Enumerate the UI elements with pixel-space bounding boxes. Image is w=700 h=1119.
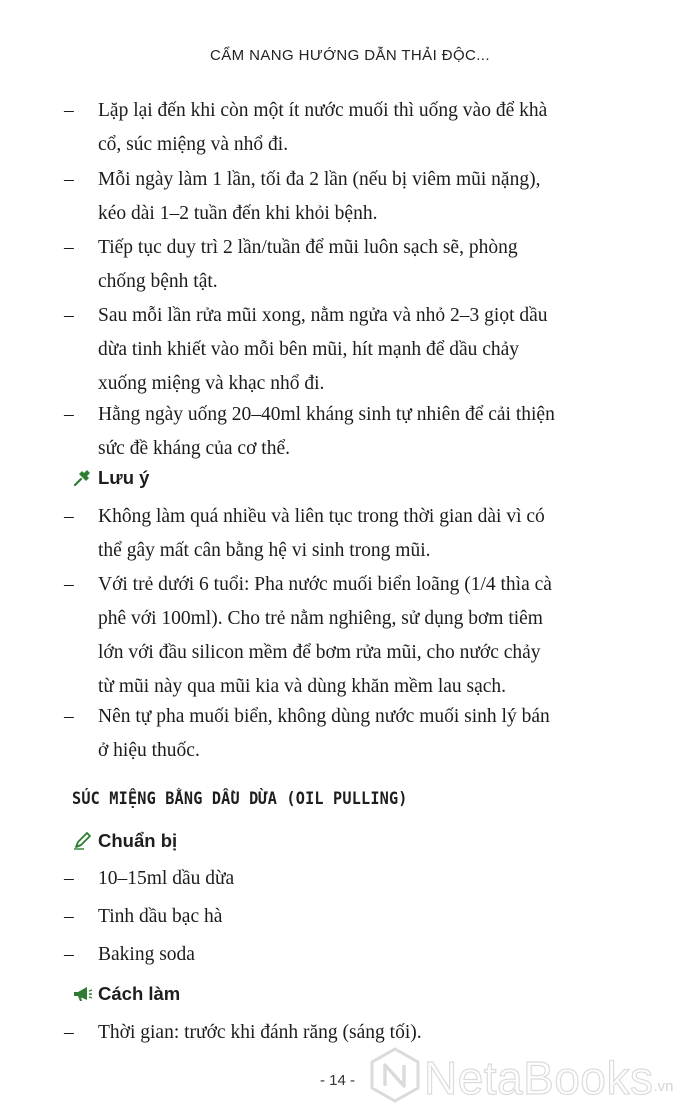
list-item-line: Lặp lại đến khi còn một ít nước muối thì uống vào để khà xyxy=(98,100,548,121)
note-heading-label: Lưu ý xyxy=(98,467,150,488)
list-item-line: dừa tinh khiết vào mỗi bên mũi, hít mạnh để dầu chảy xyxy=(98,339,520,360)
list-item-line: thể gây mất cân bằng hệ vi sinh trong mũi. xyxy=(98,540,431,561)
list-item xyxy=(64,94,658,162)
list-item-line: xuống miệng và khạc nhổ đi. xyxy=(98,373,325,394)
list-item xyxy=(64,862,658,896)
list-item-line: sức đề kháng của cơ thể. xyxy=(98,438,290,459)
netabooks-logo-icon xyxy=(366,1046,424,1109)
list-item-line: phê với 100ml). Cho trẻ nằm nghiêng, sử dụng bơm tiêm xyxy=(98,608,543,629)
list-item xyxy=(64,900,658,934)
list-item-line: 10–15ml dầu dừa xyxy=(98,868,235,889)
dash-bullet: – xyxy=(64,237,74,258)
list-item xyxy=(64,1016,658,1050)
dash-bullet: – xyxy=(64,906,74,927)
list-item-line: Với trẻ dưới 6 tuổi: Pha nước muối biển loãng (1/4 thìa cà xyxy=(98,574,552,595)
list-item-line: lớn với đầu silicon mềm để bơm rửa mũi, cho nước chảy xyxy=(98,642,541,663)
list-item xyxy=(64,231,658,299)
section-title: SÚC MIỆNG BẰNG DẦU DỪA (OIL PULLING) xyxy=(72,789,408,808)
prepare-heading-label: Chuẩn bị xyxy=(98,830,178,851)
list-item xyxy=(64,700,658,768)
note-heading xyxy=(72,464,149,492)
list-item xyxy=(64,500,658,568)
list-item-line: Tiếp tục duy trì 2 lần/tuần để mũi luôn sạch sẽ, phòng xyxy=(98,237,518,258)
list-item-line: Tinh dầu bạc hà xyxy=(98,906,223,927)
list-item-line: Sau mỗi lần rửa mũi xong, nằm ngửa và nhỏ 2–3 giọt dầu xyxy=(98,305,548,326)
pin-icon xyxy=(72,468,94,488)
dash-bullet: – xyxy=(64,404,74,425)
dash-bullet: – xyxy=(64,305,74,326)
list-item-line: Hằng ngày uống 20–40ml kháng sinh tự nhiên để cải thiện xyxy=(98,404,555,425)
list-item xyxy=(64,398,658,466)
list-item xyxy=(64,938,658,972)
dash-bullet: – xyxy=(64,868,74,889)
method-heading xyxy=(72,980,180,1008)
watermark-suffix: .vn xyxy=(653,1078,674,1095)
watermark xyxy=(366,1046,674,1109)
list-item-line: từ mũi này qua mũi kia và dùng khăn mềm lau sạch. xyxy=(98,676,507,697)
list-item xyxy=(64,163,658,231)
list-item-line: Thời gian: trước khi đánh răng (sáng tối). xyxy=(98,1022,422,1043)
list-item-line: Mỗi ngày làm 1 lần, tối đa 2 lần (nếu bị viêm mũi nặng), xyxy=(98,169,541,190)
list-item-line: kéo dài 1–2 tuần đến khi khỏi bệnh. xyxy=(98,203,378,224)
page-number: - 14 - xyxy=(320,1072,356,1089)
dash-bullet: – xyxy=(64,169,74,190)
dash-bullet: – xyxy=(64,100,74,121)
pencil-icon xyxy=(72,831,94,851)
dash-bullet: – xyxy=(64,574,74,595)
list-item-line: Nên tự pha muối biển, không dùng nước muối sinh lý bán xyxy=(98,706,550,727)
list-item-line: cổ, súc miệng và nhổ đi. xyxy=(98,134,289,155)
dash-bullet: – xyxy=(64,944,74,965)
prepare-heading xyxy=(72,827,177,855)
list-item-line: ở hiệu thuốc. xyxy=(98,740,200,761)
list-item xyxy=(64,568,658,704)
list-item-line: chống bệnh tật. xyxy=(98,271,218,292)
list-item xyxy=(64,299,658,401)
running-header: CẨM NANG HƯỚNG DẪN THẢI ĐỘC... xyxy=(210,47,490,64)
megaphone-icon xyxy=(72,984,94,1004)
list-item-line: Không làm quá nhiều và liên tục trong thời gian dài vì có xyxy=(98,506,545,527)
method-heading-label: Cách làm xyxy=(98,983,181,1004)
list-item-line: Baking soda xyxy=(98,944,195,965)
watermark-brand: NetaBooks xyxy=(424,1051,654,1104)
dash-bullet: – xyxy=(64,706,74,727)
dash-bullet: – xyxy=(64,506,74,527)
dash-bullet: – xyxy=(64,1022,74,1043)
